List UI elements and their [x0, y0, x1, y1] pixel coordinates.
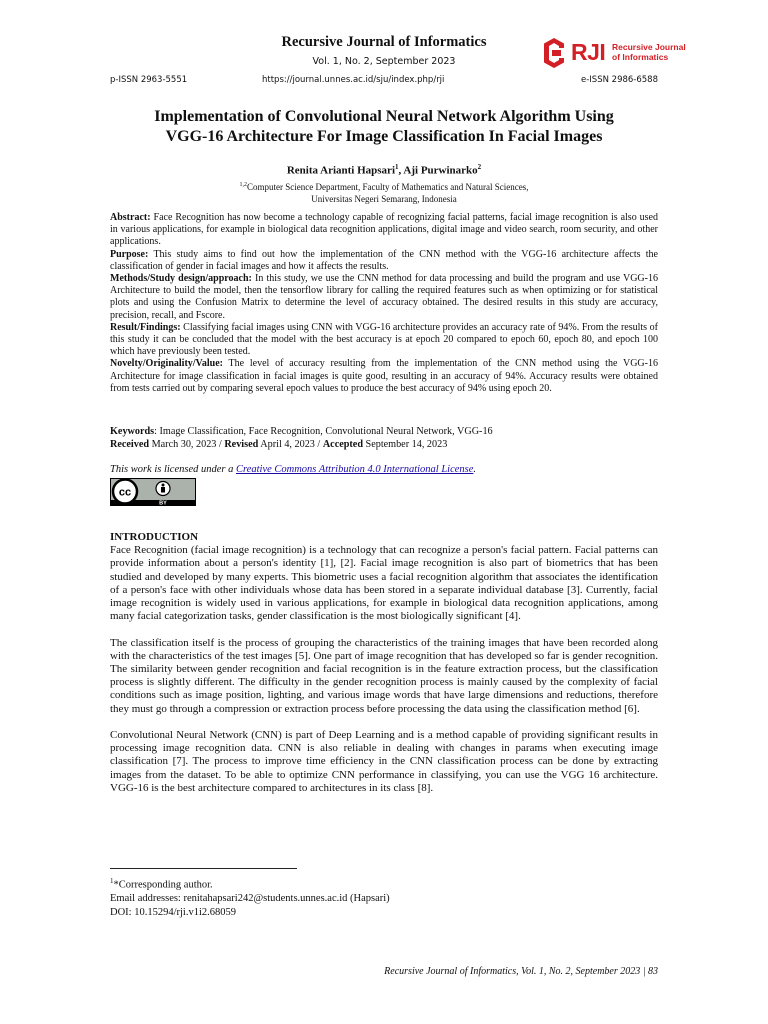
novelty-paragraph [110, 358, 658, 395]
paper-title [90, 107, 678, 147]
affil-line1: Computer Science Department, Faculty of Mathematics and Natural Sciences, [247, 182, 529, 192]
author-affil-mark: 1 [395, 163, 399, 171]
purpose-label: Purpose: [110, 248, 149, 260]
body-paragraph: Face Recognition (facial image recognition) is a technology that can recognize a person's facial pattern. Facial patterns can provide information about a person's identity [1], [2]. Facial image recognition is also part of biometrics that has been studied and developed by many experts. This biometric uses a facial recognition algorithm that associates the identification of a person's face with other individuals whose data has been stored in a separate individual database [3]. Currently, facial image recognition is widely used in various applications, for example in biological data recognition applications, among many facial categorization tasks, gender classification is the most biologically significant [4]. [110, 544, 658, 623]
purpose-text: This study aims to find out how the implementation of the CNN method with the VGG-16 architecture affects the classification of gender in facial images and how it affects the results. [110, 248, 658, 272]
keywords-block [110, 425, 658, 451]
accepted-label: Accepted [322, 439, 363, 450]
license-link[interactable]: Creative Commons Attribution 4.0 International License [236, 464, 474, 475]
doi-note: DOI: 10.15294/rji.v1i2.68059 [110, 906, 236, 918]
footnote-mark: 1 [110, 877, 114, 885]
received-label: Received [110, 439, 150, 450]
gear-icon [538, 36, 570, 70]
dates-line [110, 438, 658, 451]
author-list [0, 163, 768, 177]
logo-abbreviation: RJI [571, 39, 606, 65]
methods-paragraph [110, 273, 658, 322]
license-suffix: . [473, 464, 477, 475]
journal-logo [538, 36, 688, 76]
cc-by-badge[interactable] [110, 478, 196, 506]
license-prefix: This work is licensed under a [110, 464, 236, 475]
print-issn: p-ISSN 2963-5551 [110, 75, 188, 85]
email-note: Email addresses: renitahapsari242@students.unnes.ac.id (Hapsari) [110, 893, 390, 904]
electronic-issn: e-ISSN 2986-6588 [581, 75, 658, 85]
footnote-divider [110, 868, 297, 869]
journal-title: Recursive Journal of Informatics [281, 34, 487, 50]
author-separator: , [398, 164, 404, 177]
affiliation [0, 179, 768, 205]
novelty-label: Novelty/Originality/Value: [110, 358, 223, 370]
keywords-line [110, 425, 658, 438]
logo-name-line1: Recursive Journal [612, 42, 686, 52]
revised-date: April 4, 2023 / [258, 439, 323, 450]
keywords-text: : Image Classification, Face Recognition, Convolutional Neural Network, VGG-16 [154, 426, 493, 437]
license-statement [110, 464, 658, 475]
keywords-label: Keywords [110, 426, 155, 437]
abstract [110, 212, 658, 395]
by-label: BY [159, 500, 167, 506]
received-date: March 30, 2023 / [149, 439, 225, 450]
paper-title-line2: VGG-16 Architecture For Image Classification In Facial Images [165, 128, 603, 145]
paper-title-line1: Implementation of Convolutional Neural Network Algorithm Using [154, 108, 614, 125]
affil-line2: Universitas Negeri Semarang, Indonesia [311, 194, 457, 204]
purpose-paragraph [110, 249, 658, 273]
footnotes [110, 875, 658, 919]
footer-citation: Recursive Journal of Informatics, Vol. 1, No. 2, September 2023 [384, 966, 641, 977]
results-paragraph [110, 322, 658, 359]
abstract-text: Face Recognition has now become a technology capable of recognizing facial patterns, facial image recognition is also used in various applications, for example in biological data recognition applications, digital image and video search, room security, and other applications. [110, 212, 658, 248]
section-heading: INTRODUCTION [110, 531, 199, 543]
methods-label: Methods/Study design/approach: [110, 273, 252, 285]
revised-label: Revised [224, 439, 259, 450]
results-label: Result/Findings: [110, 321, 181, 333]
author-affil-mark: 2 [477, 163, 482, 171]
footer-separator: | [640, 966, 648, 977]
page-footer [384, 966, 658, 977]
logo-name [612, 42, 692, 62]
abstract-label: Abstract: [110, 212, 151, 223]
results-text: Classifying facial images using CNN with VGG-16 architecture provides an accuracy rate of 94%. From the results of this study it can be concluded that the model with the best accuracy is at epoch 20 compared to epoch 60, epoch 80, and epoch 100 which have previously been tested. [110, 321, 658, 358]
novelty-text: The level of accuracy resulting from the implementation of the CNN method using the VGG-16 Architecture for image classification in facial images is quite good, resulting in an accuracy of 94%. Accuracy results were obtained from tests carried out by comparing several epoch values to produce the best accuracy of 94% using epoch 20. [110, 358, 658, 394]
volume-info: Vol. 1, No. 2, September 2023 [312, 56, 456, 67]
author-name: Aji Purwinarko [403, 164, 478, 177]
journal-url[interactable]: https://journal.unnes.ac.id/sju/index.php/rji [262, 75, 445, 85]
body-paragraph: Convolutional Neural Network (CNN) is part of Deep Learning and is a method capable of providing significant results in processing image recognition data. CNN is also reliable in dealing with changes in params when executing image classification [7]. The process to improve time efficiency in the CNN classification process can be done by extracting images from the dataset. To be able to optimize CNN performance in classifying, you can use the VGG 16 architecture. VGG-16 is the best architecture compared to architectures in its class [8]. [110, 729, 658, 794]
author-name: Renita Arianti Hapsari [286, 164, 395, 177]
corresponding-author-note [110, 875, 658, 892]
body-paragraph: The classification itself is the process of grouping the characteristics of the training images that have been recorded along with the characteristics of the test images [5]. One part of image recognition that has developed so far is gender recognition. The similarity between gender recognition and facial recognition is in the feature extraction process, but the classification process is slightly different. The difficulty in the gender recognition process is mainly caused by the complexity of facial conditions such as image position, lighting, and various image words that have large dimensions and reductions, therefore they must go through a compression or extraction process before processing the data using the classification method [6]. [110, 636, 658, 715]
abstract-paragraph [110, 212, 658, 249]
methods-text: In this study, we use the CNN method for data processing and build the program and use VGG-16 Architecture to build the model, then the tensorflow library for calling the required features such as when optimizing or for statistical plots and using the Confusion Matrix to determine the level of accuracy obtained. The desired results in this study are accuracy, precision, recall, and Fscore. [110, 273, 658, 321]
corresponding-label: *Corresponding author. [113, 879, 213, 891]
accepted-date: September 14, 2023 [362, 439, 448, 450]
page-number: 83 [648, 966, 658, 977]
issn-row [110, 75, 658, 89]
affil-mark: 1,2 [239, 182, 248, 188]
introduction-section [110, 531, 658, 808]
cc-icon-label: cc [118, 486, 132, 499]
logo-name-line2: of Informatics [612, 52, 669, 62]
